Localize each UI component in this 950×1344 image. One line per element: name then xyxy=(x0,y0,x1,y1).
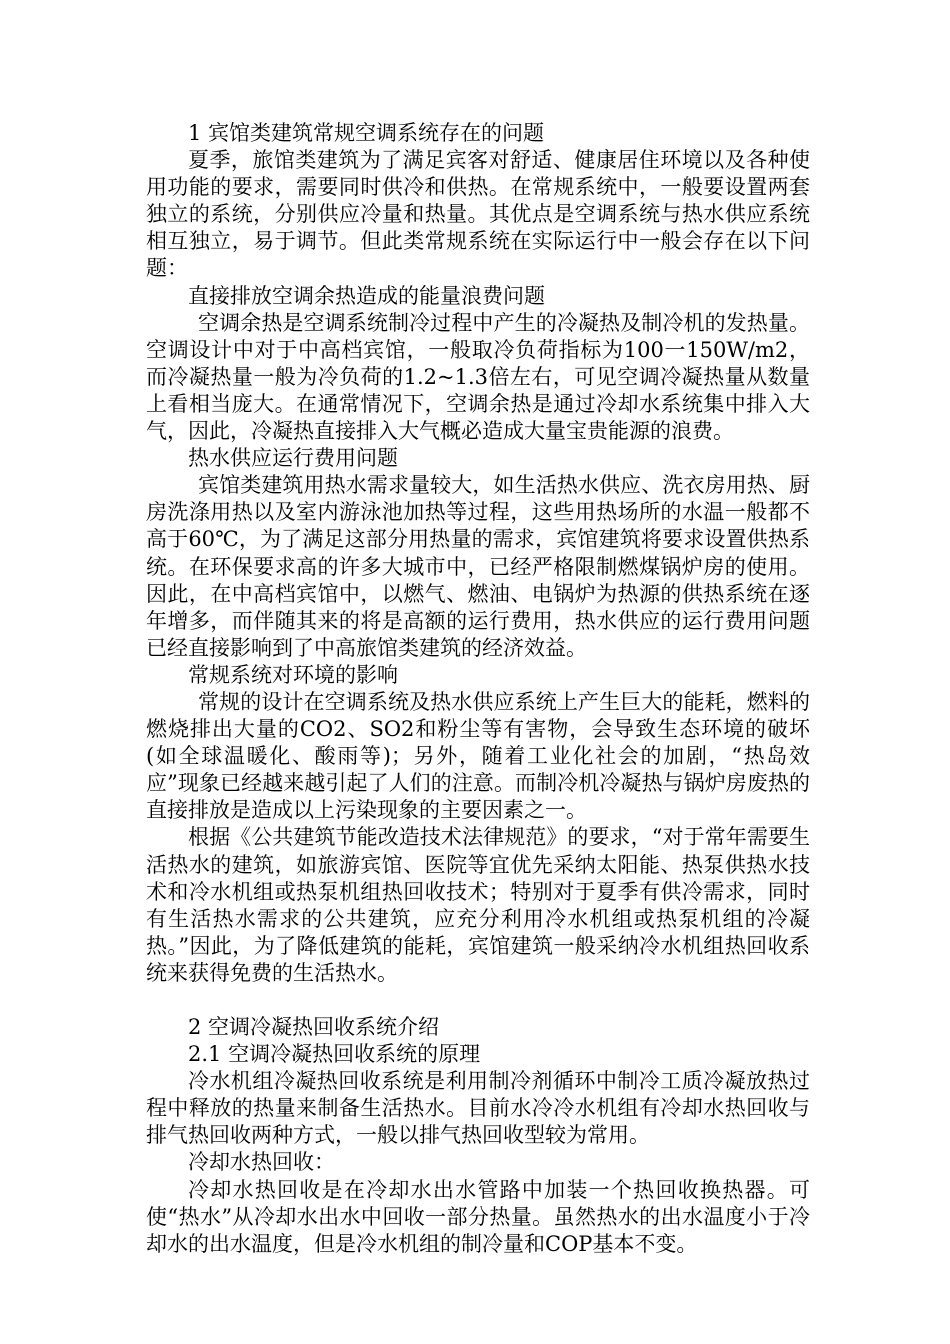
section-1-sub1-title: 直接排放空调余热造成的能量浪费问题 xyxy=(188,283,545,308)
section-2-sub2-body: 冷却水热回收是在冷却水出水管路中加装一个热回收换热器。可使“热水”从冷却水出水中回收一部分热量。虽然热水的出水温度小于冷却水的出水温度，但是冷水机组的制冷量和COP基本不变。 xyxy=(146,1177,810,1256)
section-1-title: 1 宾馆类建筑常规空调系统存在的问题 xyxy=(188,121,545,145)
document-page xyxy=(146,120,810,1258)
section-1-intro: 夏季，旅馆类建筑为了满足宾客对舒适、健康居住环境以及各种使用功能的要求，需要同时供冷和供热。在常规系统中，一般要设置两套独立的系统，分别供应冷量和热量。其优点是空调系统与热水供应系统相互独立，易于调节。但此类常规系统在实际运行中一般会存在以下问题： xyxy=(146,148,810,281)
section-2-sub2-title: 冷却水热回收： xyxy=(188,1150,335,1175)
section-gap xyxy=(146,987,810,1014)
section-1-sub3-body: 常规的设计在空调系统及热水供应系统上产生巨大的能耗，燃料的燃烧排出大量的CO2、SO2和粉尘等有害物，会导致生态环境的破坏(如全球温暖化、酸雨等)；另外，随着工业化社会的加剧，“热岛效应”现象已经越来越引起了人们的注意。而制冷机冷凝热与锅炉房废热的直接排放是造成以上污染现象的主要因素之一。 xyxy=(146,689,810,823)
section-1-conclusion: 根据《公共建筑节能改造技术法律规范》的要求，“对于常年需要生活热水的建筑，如旅游宾馆、医院等宜优先采纳太阳能、热泵供热水技术和冷水机组或热泵机组热回收技术；特别对于夏季有供冷需求，同时有生活热水需求的公共建筑，应充分利用冷水机组或热泵机组的冷凝热。”因此，为了降低建筑的能耗，宾馆建筑一般采纳冷水机组热回收系统来获得免费的生活热水。 xyxy=(146,825,810,985)
section-2-sub1-title: 2.1 空调冷凝热回收系统的原理 xyxy=(188,1042,481,1067)
section-1-sub3-title: 常规系统对环境的影响 xyxy=(188,662,398,687)
section-1-sub2-body: 宾馆类建筑用热水需求量较大，如生活热水供应、洗衣房用热、厨房洗涤用热以及室内游泳池加热等过程，这些用热场所的水温一般都不高于60℃，为了满足这部分用热量的需求，宾馆建筑将要求设置供热系统。在环保要求高的许多大城市中，已经严格限制燃煤锅炉房的使用。因此，在中高档宾馆中，以燃气、燃油、电锅炉为热源的供热系统在逐年增多，而伴随其来的将是高额的运行费用，热水供应的运行费用问题已经直接影响到了中高旅馆类建筑的经济效益。 xyxy=(146,473,810,660)
section-2-title: 2 空调冷凝热回收系统介绍 xyxy=(188,1015,440,1039)
section-2-sub1-body: 冷水机组冷凝热回收系统是利用制冷剂循环中制冷工质冷凝放热过程中释放的热量来制备生活热水。目前水冷冷水机组有冷却水热回收与排气热回收两种方式，一般以排气热回收型较为常用。 xyxy=(146,1069,810,1148)
section-1-sub2-title: 热水供应运行费用问题 xyxy=(188,446,398,471)
section-1-sub1-body: 空调余热是空调系统制冷过程中产生的冷凝热及制冷机的发热量。空调设计中对于中高档宾馆，一般取冷负荷指标为100一150W/m2，而冷凝热量一般为冷负荷的1.2~1.3倍左右，可见空调冷凝热量从数量上看相当庞大。在通常情况下，空调余热是通过冷却水系统集中排入大气，因此，冷凝热直接排入大气概必造成大量宝贵能源的浪费。 xyxy=(146,310,810,444)
